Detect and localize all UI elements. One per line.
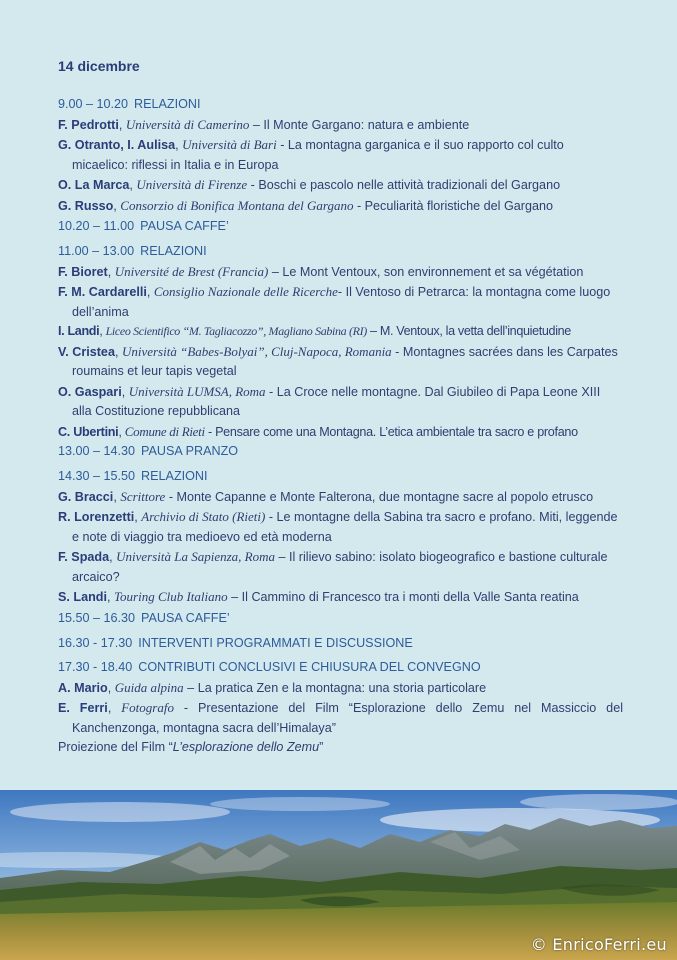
session-block [58,217,623,237]
session-block [58,442,623,462]
session-title: PAUSA CAFFE’ [141,611,230,625]
talk-entry: F. Bioret, Université de Brest (Francia) – Le Mont Ventoux, son environnement et sa végétation [58,263,584,279]
separator: – [227,590,242,604]
talk-title: Il rilievo sabino: isolato biogeografico e bastione culturale arcaico? [72,550,608,584]
speaker-affiliation: Comune di Rieti [124,423,205,439]
session-header [58,242,623,262]
speaker-affiliation: Liceo Scientifico “M. Tagliacozzo”, Magliano Sabina (RI) [105,324,367,338]
session-title: CONTRIBUTI CONCLUSIVI E CHIUSURA DEL CONVEGNO [138,660,481,674]
date-heading: 14 dicembre [58,58,140,74]
talk-title: La Croce nelle montagne. Dal Giubileo di Papa Leone XIII alla Costituzione repubblicana [72,384,601,418]
session-title: RELAZIONI [134,97,201,111]
session-title: RELAZIONI [141,469,208,483]
speaker-name: E. Ferri [58,701,108,715]
session-time: 17.30 - 18.40 [58,660,133,674]
photo-credit: © EnricoFerri.eu [530,935,667,954]
speaker-affiliation: Consiglio Nazionale delle Ricerche [153,284,338,299]
speaker-affiliation: Consorzio di Bonifica Montana del Gargano [120,197,354,213]
talk-entry: G. Russo, Consorzio di Bonifica Montana del Gargano - Peculiarità floristiche del Gargano [58,197,553,213]
speaker-affiliation: Università La Sapienza, Roma [116,549,275,564]
speaker-name: O. Gaspari [58,384,122,399]
talk-entry: C. Ubertini, Comune di Rieti - Pensare come una Montagna. L’etica ambientale tra sacro e profano [58,423,578,439]
talk-entry: S. Landi, Touring Club Italiano – Il Cammino di Francesco tra i monti della Valle Santa reatina [58,589,579,604]
session-title: PAUSA PRANZO [141,444,239,458]
session-time: 14.30 – 15.50 [58,469,136,483]
film-screening-note [58,738,623,758]
speaker-affiliation: Università “Babes-Bolyai”, Cluj-Napoca, Romania [121,343,392,359]
session-header [58,217,623,237]
separator: - [337,285,346,299]
session-header [58,95,623,115]
talk-title: Il Ventoso di Petrarca: la montagna come luogo dell’anima [72,285,611,319]
talk-entry: E. Ferri, Fotografo - Presentazione del Film “Esplorazione dello Zemu nel Massiccio del Kanchenzonga, montagna sacra dell’Himalaya” [58,700,623,735]
speaker-name: G. Otranto, I. Aulisa [58,138,176,152]
session-time: 13.00 – 14.30 [58,444,136,458]
speaker-name: G. Bracci [58,489,114,504]
talk-entry: O. Gaspari, Università LUMSA, Roma - La Croce nelle montagne. Dal Giubileo di Papa Leone XIII alla Costituzione repubblicana [58,383,601,418]
session-block [58,658,623,758]
session-title: PAUSA CAFFE’ [140,219,229,233]
separator: – [183,680,198,695]
speaker-affiliation: Université de Brest (Francia) [114,263,269,279]
session-time: 9.00 – 10.20 [58,97,129,111]
speaker-affiliation: Fotografo [121,700,174,715]
film-note-suffix: ” [319,740,324,754]
session-time: 10.20 – 11.00 [58,219,135,233]
talk-title: La montagna garganica e il suo rapporto col culto micaelico: riflessi in Italia e in Europa [72,138,564,172]
speaker-name: O. La Marca [58,178,130,192]
separator: – [366,324,380,338]
session-header [58,658,623,678]
film-note-prefix: Proiezione del Film “ [58,740,173,754]
talk-title: Le montagne della Sabina tra sacro e profano. Miti, leggende e note di viaggio tra medioevo ed età moderna [72,510,618,544]
talk-entry: O. La Marca, Università di Firenze - Boschi e pascolo nelle attività tradizionali del Gargano [58,177,561,192]
session-header [58,442,623,462]
speaker-affiliation: Touring Club Italiano [113,589,228,604]
separator: - [265,384,277,399]
talk-entry: A. Mario, Guida alpina – La pratica Zen e la montagna: una storia particolare [58,679,487,695]
separator: - [247,178,259,192]
speaker-name: F. Spada [58,550,110,564]
speaker-name: F. Bioret [58,264,108,279]
speaker-name: I. Landi [58,324,100,338]
speaker-affiliation: Università LUMSA, Roma [128,383,266,399]
session-title: INTERVENTI PROGRAMMATI E DISCUSSIONE [138,636,413,650]
speaker-affiliation: Scrittore [120,488,166,504]
session-header [58,467,623,487]
session-block [58,95,623,216]
talk-title: La pratica Zen e la montagna: una storia particolare [197,680,487,695]
speaker-affiliation: Università di Camerino [125,116,250,132]
session-header [58,634,623,654]
speaker-name: F. M. Cardarelli [58,285,147,299]
session-block [58,609,623,629]
talk-title: Montagnes sacrées dans les Carpates roumains et leur tapis vegetal [72,344,618,378]
talk-title: Il Monte Gargano: natura e ambiente [263,117,470,132]
session-time: 15.50 – 16.30 [58,611,136,625]
talk-entry: F. M. Cardarelli, Consiglio Nazionale delle Ricerche- Il Ventoso di Petrarca: la montagna come luogo dell’anima [58,284,611,319]
separator: – [249,117,264,132]
speaker-affiliation: Archivio di Stato (Rieti) [141,509,266,524]
separator: - [165,489,177,504]
separator: - [265,510,277,524]
speaker-name: V. Cristea [58,344,115,359]
talk-title: Boschi e pascolo nelle attività tradizionali del Gargano [258,178,561,192]
talk-entry: G. Otranto, I. Aulisa, Università di Bari - La montagna garganica e il suo rapporto col culto micaelico: riflessi in Italia e in Europa [58,137,564,172]
talk-title: Le Mont Ventoux, son environnement et sa végétation [282,264,584,279]
speaker-affiliation: Università di Firenze [136,177,248,192]
session-block [58,242,623,442]
talk-entry: F. Spada, Università La Sapienza, Roma – Il rilievo sabino: isolato biogeografico e bastione culturale arcaico? [58,549,608,584]
separator: – [274,550,289,564]
speaker-name: A. Mario [58,680,108,695]
talk-entry: V. Cristea, Università “Babes-Bolyai”, Cluj-Napoca, Romania - Montagnes sacrées dans les Carpates roumains et leur tapis vegetal [58,343,618,378]
talk-entry: G. Bracci, Scrittore - Monte Capanne e Monte Falterona, due montagne sacre al popolo etrusco [58,488,594,504]
separator: - [204,424,216,439]
speaker-affiliation: Università di Bari [182,137,277,152]
speaker-name: S. Landi [58,590,107,604]
talk-title: Il Cammino di Francesco tra i monti della Valle Santa reatina [241,590,579,604]
session-time: 11.00 – 13.00 [58,244,135,258]
talk-entry: I. Landi, Liceo Scientifico “M. Tagliacozzo”, Magliano Sabina (RI) – M. Ventoux, la vetta dell’inquietudine [58,324,571,338]
speaker-name: G. Russo [58,198,114,213]
session-block [58,634,623,654]
separator: – [268,264,283,279]
talk-title: Peculiarità floristiche del Gargano [364,198,553,213]
film-title: L’esplorazione dello Zemu [172,740,320,754]
speaker-name: C. Ubertini [58,424,119,439]
talk-entry: F. Pedrotti, Università di Camerino – Il Monte Gargano: natura e ambiente [58,116,470,132]
speaker-name: F. Pedrotti [58,117,119,132]
session-time: 16.30 - 17.30 [58,636,133,650]
separator: - [173,701,198,715]
talk-title: Presentazione del Film “Esplorazione dello Zemu nel Massiccio del Kanchenzonga, montagna sacra dell’Himalaya” [72,701,623,735]
talk-entry: R. Lorenzetti, Archivio di Stato (Rieti) - Le montagne della Sabina tra sacro e profano. Miti, leggende e note di viaggio tra medioevo ed età moderna [58,509,618,544]
speaker-affiliation: Guida alpina [114,679,184,695]
speaker-name: R. Lorenzetti [58,510,135,524]
separator: - [353,198,365,213]
separator: - [276,138,288,152]
session-title: RELAZIONI [140,244,207,258]
session-header [58,609,623,629]
session-block [58,467,623,608]
separator: - [391,344,403,359]
talk-title: Pensare come una Montagna. L’etica ambientale tra sacro e profano [215,424,578,439]
talk-title: M. Ventoux, la vetta dell’inquietudine [379,324,571,338]
talk-title: Monte Capanne e Monte Falterona, due montagne sacre al popolo etrusco [176,489,594,504]
